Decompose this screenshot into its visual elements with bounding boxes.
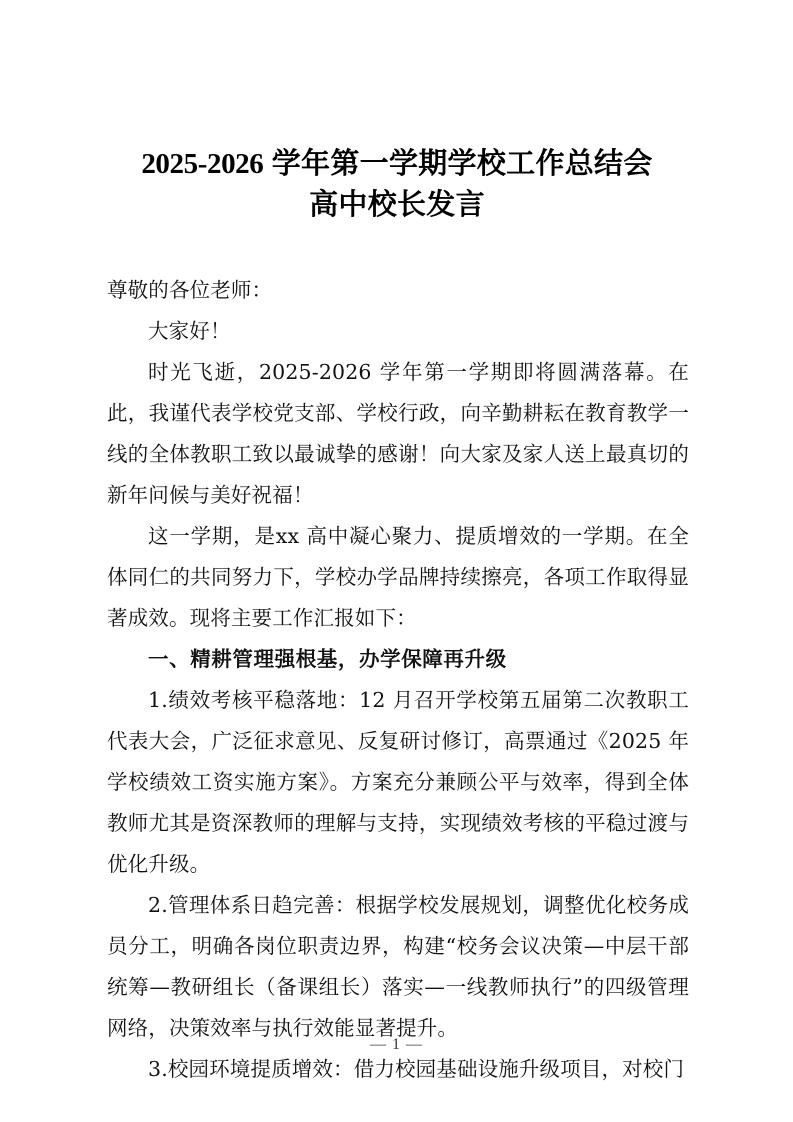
title-line-1-text: 学年第一学期学校工作总结会: [271, 148, 653, 180]
salutation: 尊敬的各位老师：: [107, 278, 273, 302]
list-item-3: 3.校园环境提质增效：借力校园基础设施升级项目，对校门: [148, 1057, 685, 1081]
title-year-range: 2025-2026: [141, 148, 264, 180]
paragraph-semester-summary: 这一学期，是xx 高中凝心聚力、提质增效的一学期。在全体同仁的共同努力下，学校办学品牌持续擦亮，各项工作取得显著成效。现将主要工作汇报如下：: [107, 524, 689, 630]
section-heading-1: 一、精耕管理强根基，办学保障再升级: [148, 647, 507, 671]
list-item-1: 1.绩效考核平稳落地：12 月召开学校第五届第二次教职工代表大会，广泛征求意见、反复研讨修订，高票通过《2025 年学校绩效工资实施方案》。方案充分兼顾公平与效率，得到全体教师尤其是资深教师的理解与支持，实现绩效考核的平稳过渡与优化升级。: [107, 688, 689, 876]
document-body: [107, 270, 689, 1090]
greeting: 大家好！: [148, 319, 231, 343]
title-line-2: 高中校长发言: [309, 189, 485, 221]
document-title: [103, 144, 691, 226]
page-number-footer: — 1 —: [370, 1036, 423, 1053]
list-item-2: 2.管理体系日趋完善：根据学校发展规划，调整优化校务成员分工，明确各岗位职责边界，构建“校务会议决策—中层干部统筹—教研组长（备课组长）落实—一线教师执行”的四级管理网络，决策效率与执行效能显著提升。: [107, 893, 689, 1040]
paragraph-thanks: 时光飞逝，2025-2026 学年第一学期即将圆满落幕。在此，我谨代表学校党支部、学校行政，向辛勤耕耘在教育教学一线的全体教职工致以最诚挚的感谢！向大家及家人送上最真切的新年问候与美好祝福！: [107, 360, 689, 507]
title-line-1: [103, 144, 691, 185]
